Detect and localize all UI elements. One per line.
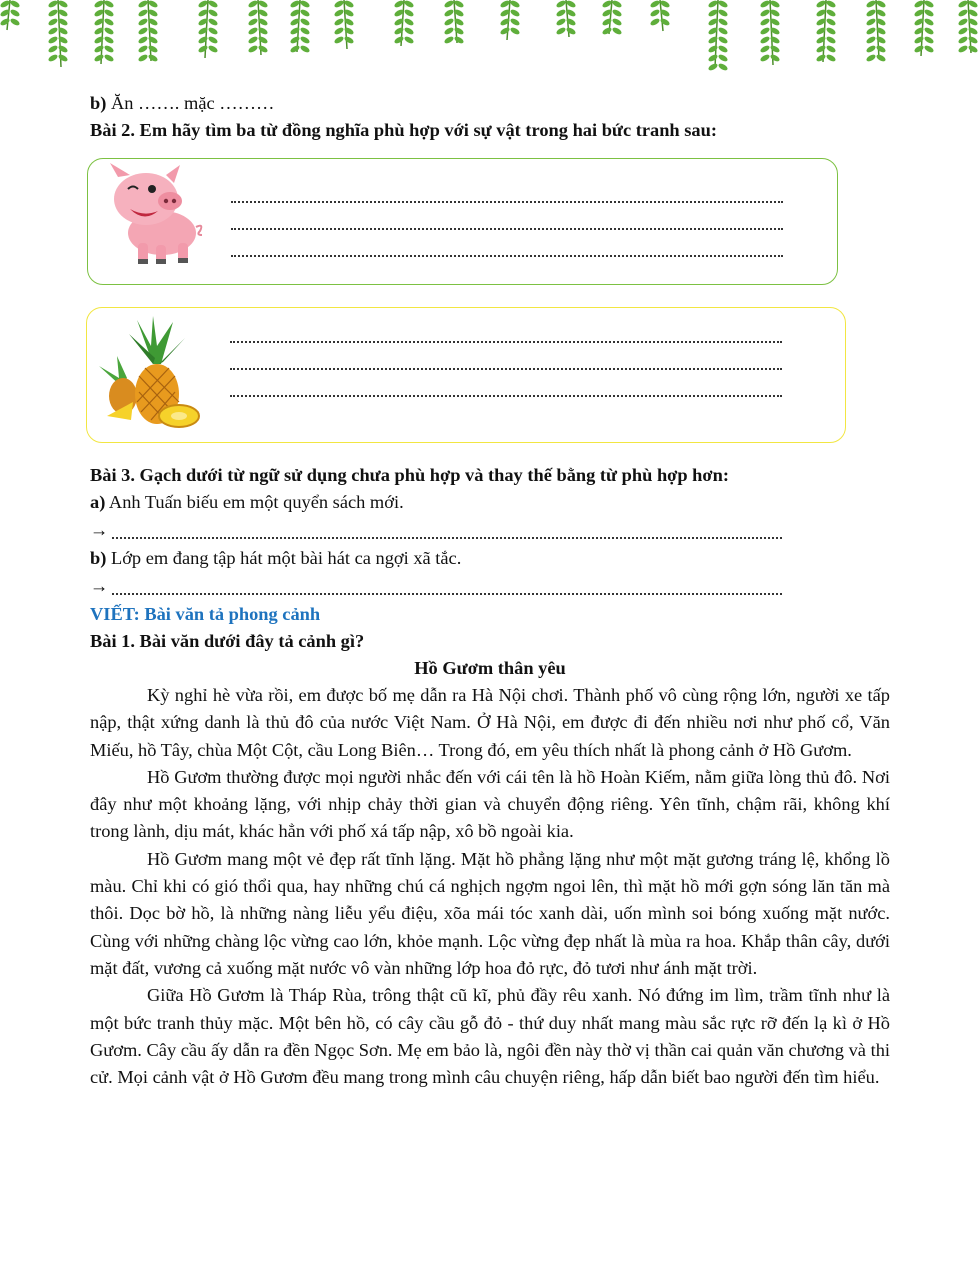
leaf-icon <box>825 17 836 27</box>
leaf-icon <box>197 44 208 54</box>
leaf-icon <box>957 17 968 27</box>
leaf-icon <box>967 35 978 45</box>
leaf-icon <box>875 44 886 54</box>
essay-title: Hồ Gươm thân yêu <box>414 658 566 678</box>
leaf-icon <box>875 53 886 63</box>
leaf-icon <box>865 8 876 18</box>
leaf-icon <box>207 17 218 27</box>
leaf-icon <box>137 44 148 54</box>
leaf-vine-banner <box>0 0 979 78</box>
leaf-icon <box>247 8 258 18</box>
leaf-icon <box>247 44 258 54</box>
leaf-icon <box>649 0 660 9</box>
leaf-icon <box>509 8 520 18</box>
leaf-icon <box>443 17 454 27</box>
leaf-icon <box>825 0 836 9</box>
leaf-icon <box>299 26 310 36</box>
leaf-icon <box>333 0 344 9</box>
leaf-icon <box>103 53 114 63</box>
leaf-icon <box>333 35 344 45</box>
leaf-icon <box>957 0 968 9</box>
leaf-icon <box>649 17 660 27</box>
leaf-icon <box>717 26 728 36</box>
leaf-icon <box>9 17 20 27</box>
leaf-icon <box>207 0 218 9</box>
leaf-icon <box>717 35 728 45</box>
vine-stem <box>297 0 300 52</box>
leaf-icon <box>759 0 770 9</box>
leaf-icon <box>865 44 876 54</box>
leaf-icon <box>137 53 148 63</box>
leaf-icon <box>717 8 728 18</box>
leaf-icon <box>147 53 158 63</box>
answer-line-3b[interactable] <box>90 573 890 600</box>
leaf-icon <box>509 26 520 36</box>
leaf-icon <box>913 35 924 45</box>
leaf-icon <box>717 44 728 54</box>
leaf-icon <box>137 35 148 45</box>
leaf-icon <box>299 35 310 45</box>
leaf-icon <box>333 8 344 18</box>
leaf-icon <box>509 17 520 27</box>
leaf-icon <box>299 0 310 9</box>
item-label: a) <box>90 492 106 512</box>
leaf-icon <box>453 26 464 36</box>
leaf-icon <box>443 35 454 45</box>
leaf-icon <box>717 53 728 63</box>
leaf-icon <box>0 17 11 27</box>
leaf-icon <box>707 62 718 72</box>
leaf-icon <box>47 17 58 27</box>
leaf-icon <box>707 44 718 54</box>
sentence-text: Anh Tuấn biếu em một quyển sách mới. <box>105 492 404 512</box>
leaf-icon <box>443 0 454 9</box>
leaf-icon <box>707 53 718 63</box>
leaf-icon <box>611 0 622 9</box>
leaf-icon <box>923 8 934 18</box>
leaf-icon <box>443 26 454 36</box>
leaf-icon <box>453 35 464 45</box>
leaf-icon <box>611 17 622 27</box>
leaf-icon <box>601 26 612 36</box>
leaf-icon <box>93 53 104 63</box>
leaf-icon <box>555 26 566 36</box>
leaf-icon <box>957 8 968 18</box>
leaf-icon <box>923 44 934 54</box>
leaf-icon <box>247 26 258 36</box>
leaf-icon <box>825 8 836 18</box>
leaf-icon <box>923 26 934 36</box>
leaf-icon <box>913 44 924 54</box>
arrow-icon: → <box>90 576 109 596</box>
leaf-icon <box>865 53 876 63</box>
leaf-icon <box>769 44 780 54</box>
leaf-icon <box>865 35 876 45</box>
worksheet-content <box>90 90 890 1091</box>
section-title: VIẾT: Bài văn tả phong cảnh <box>90 604 321 624</box>
leaf-icon <box>957 26 968 36</box>
leaf-icon <box>555 0 566 9</box>
leaf-icon <box>555 8 566 18</box>
leaf-icon <box>247 35 258 45</box>
leaf-icon <box>257 35 268 45</box>
item-label: b) <box>90 548 107 568</box>
leaf-icon <box>923 17 934 27</box>
leaf-icon <box>403 17 414 27</box>
leaf-icon <box>509 0 520 9</box>
answer-line[interactable] <box>230 376 782 403</box>
leaf-icon <box>403 26 414 36</box>
leaf-icon <box>825 35 836 45</box>
leaf-icon <box>9 0 20 9</box>
exercise-2-title: Bài 2. Em hãy tìm ba từ đồng nghĩa phù hợp với sự vật trong hai bức tranh sau: <box>90 120 717 140</box>
leaf-icon <box>103 26 114 36</box>
essay-paragraph: Hồ Gươm thường được mọi người nhắc đến với cái tên là hồ Hoàn Kiếm, nằm giữa lòng thủ đô. Nơi đây như một khoảng lặng, với nhịp chảy thời gian và chuyển động riêng. Yên tĩnh, chậm rãi, không khí trong lành, dịu mát, khác hẳn với phố xá tấp nập, xô bồ ngoài kia. <box>90 766 890 842</box>
essay-paragraph: Giữa Hồ Gươm là Tháp Rùa, trông thật cũ kĩ, phủ đầy rêu xanh. Nó đứng im lìm, trầm tĩnh như là một bức tranh thủy mặc. Một bên hồ, có cây cầu gỗ đỏ - thứ duy nhất mang màu sắc rực rỡ đến lạ kì ở Hồ Gươm. Cây cầu ấy dẫn ra đền Ngọc Sơn. Mẹ em bảo là, ngôi đền này thờ vị thần cai quản văn chương và thi cử. Mọi cảnh vật ở Hồ Gươm đều mang trong mình câu chuyện riêng, hấp dẫn biết bao người đến tìm hiểu. <box>90 985 890 1088</box>
essay-paragraph: Kỳ nghỉ hè vừa rồi, em được bố mẹ dẫn ra Hà Nội chơi. Thành phố vô cùng rộng lớn, người xe tấp nập, thật xứng danh là thủ đô của nước Việt Nam. Ở Hà Nội, em được đi đến nhiều nơi như phố cổ, Văn Miếu, hồ Tây, chùa Một Cột, cầu Long Biên… Trong đó, em yêu thích nhất là phong cảnh ở Hồ Gươm. <box>90 685 890 760</box>
leaf-icon <box>289 44 300 54</box>
leaf-icon <box>393 35 404 45</box>
leaf-icon <box>257 44 268 54</box>
item-label: b) <box>90 93 107 113</box>
leaf-icon <box>247 17 258 27</box>
leaf-icon <box>9 8 20 18</box>
leaf-icon <box>555 17 566 27</box>
leaf-icon <box>957 35 968 45</box>
leaf-icon <box>825 26 836 36</box>
leaf-icon <box>47 35 58 45</box>
leaf-icon <box>865 0 876 9</box>
leaf-icon <box>815 44 826 54</box>
leaf-icon <box>759 8 770 18</box>
essay-paragraph: Hồ Gươm mang một vẻ đẹp rất tĩnh lặng. Mặt hồ phẳng lặng như một mặt gương tráng lệ, khổng lồ màu. Chỉ khi có gió thổi qua, hay những chú cá nghịch ngợm ngoi lên, thì mặt hồ mới gợn sóng lăn tăn mà thôi. Dọc bờ hồ, là những nàng liễu yểu điệu, xõa mái tóc xanh dài, uốn mình soi bóng xuống mặt nước. Cùng với những chàng lộc vừng cao lớn, khỏe mạnh. Lộc vừng đẹp nhất là mùa ra hoa. Khắp thân cây, dưới mặt đất, vương cả xuống mặt nước vô vàn những lớp hoa đỏ rực, đỏ tươi như ánh mặt trời. <box>90 848 890 978</box>
leaf-icon <box>103 44 114 54</box>
leaf-icon <box>197 35 208 45</box>
exercise-1-title: Bài 1. Bài văn dưới đây tả cảnh gì? <box>90 631 365 651</box>
leaf-icon <box>759 35 770 45</box>
leaf-icon <box>825 44 836 54</box>
leaf-icon <box>923 0 934 9</box>
leaf-icon <box>137 17 148 27</box>
answer-line[interactable] <box>231 209 783 236</box>
pig-icon <box>100 163 208 267</box>
leaf-icon <box>147 44 158 54</box>
leaf-icon <box>923 35 934 45</box>
leaf-icon <box>207 44 218 54</box>
leaf-icon <box>93 44 104 54</box>
leaf-icon <box>333 26 344 36</box>
leaf-icon <box>957 44 968 54</box>
leaf-icon <box>207 35 218 45</box>
leaf-icon <box>611 8 622 18</box>
leaf-icon <box>47 53 58 63</box>
leaf-icon <box>207 26 218 36</box>
vine-decoration <box>0 0 979 72</box>
leaf-icon <box>403 0 414 9</box>
leaf-icon <box>103 0 114 9</box>
leaf-icon <box>207 8 218 18</box>
leaf-icon <box>247 0 258 9</box>
arrow-icon: → <box>90 520 109 540</box>
leaf-icon <box>137 26 148 36</box>
answer-line[interactable] <box>231 236 783 263</box>
leaf-icon <box>137 0 148 9</box>
leaf-icon <box>611 26 622 36</box>
synonym-card-pig <box>87 158 838 285</box>
vine-stem <box>968 0 971 53</box>
leaf-icon <box>443 8 454 18</box>
leaf-icon <box>865 26 876 36</box>
leaf-icon <box>343 35 354 45</box>
leaf-icon <box>103 17 114 27</box>
leaf-icon <box>57 44 68 54</box>
leaf-icon <box>717 0 728 9</box>
leaf-icon <box>47 26 58 36</box>
leaf-icon <box>499 26 510 36</box>
exercise-3a <box>90 489 890 516</box>
leaf-icon <box>649 8 660 18</box>
leaf-icon <box>299 44 310 54</box>
exercise-b-line <box>90 90 890 117</box>
synonym-card-pineapple <box>86 307 846 443</box>
leaf-icon <box>47 0 58 9</box>
leaf-icon <box>717 17 728 27</box>
leaf-icon <box>289 35 300 45</box>
leaf-icon <box>103 35 114 45</box>
leaf-icon <box>825 53 836 63</box>
sentence-text: Lớp em đang tập hát một bài hát ca ngợi xã tắc. <box>106 548 462 568</box>
leaf-icon <box>299 17 310 27</box>
leaf-icon <box>759 44 770 54</box>
leaf-icon <box>47 44 58 54</box>
leaf-icon <box>759 17 770 27</box>
leaf-icon <box>759 26 770 36</box>
leaf-icon <box>57 53 68 63</box>
leaf-icon <box>875 35 886 45</box>
leaf-icon <box>865 17 876 27</box>
pineapple-icon <box>93 316 203 428</box>
leaf-icon <box>403 8 414 18</box>
leaf-icon <box>815 53 826 63</box>
leaf-icon <box>47 8 58 18</box>
leaf-icon <box>565 26 576 36</box>
vine-stem <box>344 0 347 49</box>
leaf-icon <box>759 53 770 63</box>
answer-line[interactable] <box>230 349 782 376</box>
leaf-icon <box>137 8 148 18</box>
answer-line[interactable] <box>231 182 783 209</box>
leaf-icon <box>967 44 978 54</box>
leaf-icon <box>717 62 728 72</box>
fill-in-blank-text: Ăn ……. mặc ……… <box>106 93 275 113</box>
leaf-icon <box>403 35 414 45</box>
answer-line-3a[interactable] <box>90 517 890 544</box>
exercise-3b <box>90 545 890 572</box>
leaf-icon <box>299 8 310 18</box>
answer-line[interactable] <box>230 322 782 349</box>
leaf-icon <box>103 8 114 18</box>
leaf-icon <box>769 53 780 63</box>
leaf-icon <box>333 17 344 27</box>
exercise-3-title: Bài 3. Gạch dưới từ ngữ sử dụng chưa phù hợp và thay thế bằng từ phù hợp hơn: <box>90 465 729 485</box>
